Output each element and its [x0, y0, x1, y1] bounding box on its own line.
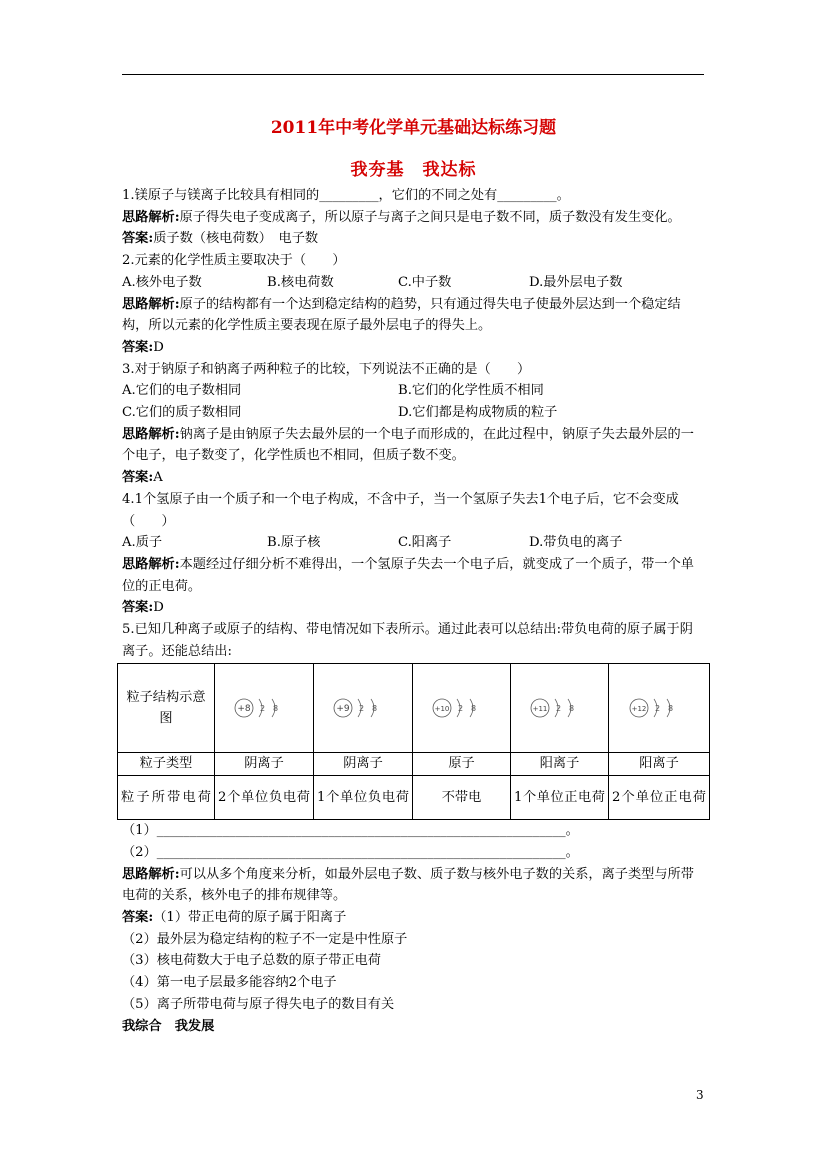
answer-item: （3）核电荷数大于电子总数的原子带正电荷: [122, 953, 381, 969]
table-row: [118, 664, 710, 753]
analysis-label: 思路解析:: [122, 296, 180, 312]
option-c: C.阳离子: [398, 535, 452, 551]
analysis-label: 思路解析:: [122, 426, 180, 442]
answer-label: 答案:: [122, 909, 154, 925]
electron-count: 8: [470, 704, 476, 714]
analysis-1: [122, 207, 704, 229]
electron-count: 8: [568, 704, 574, 714]
particle-type: 原子: [413, 753, 511, 776]
analysis-2: [122, 294, 704, 337]
question-5: 5.已知几种离子或原子的结构、带电情况如下表所示。通过此表可以总结出:带负电荷的原子属于阴离子。还能总结出:: [122, 622, 693, 659]
options-4: [122, 532, 704, 554]
particle-type: 阴离子: [215, 753, 314, 776]
question-3: 3.对于钠原子和钠离子两种粒子的比较，下列说法不正确的是（ ）: [122, 361, 531, 377]
section-heading: 我综合 我发展: [122, 1018, 215, 1034]
table-row-header: 粒子结构示意图: [118, 664, 215, 753]
option-b: B.核电荷数: [267, 274, 334, 290]
table-row-header: 粒子所带电荷: [118, 776, 215, 820]
table-row-header: 粒子类型: [118, 753, 215, 776]
answer-label: 答案:: [122, 231, 154, 247]
analysis-text: 本题经过仔细分析不难得出，一个氢原子失去一个电子后，就变成了一个质子，带一个单位的正电荷。: [122, 556, 694, 594]
question-4: 4.1个氢原子由一个质子和一个电子构成，不含中子，当一个氢原子失去1个电子后，它不会变成（ ）: [122, 491, 679, 529]
electron-count: 8: [273, 704, 279, 714]
question-2: 2.元素的化学性质主要取决于（ ）: [122, 253, 346, 269]
option-a: A.核外电子数: [122, 274, 202, 290]
answer-1: [122, 228, 704, 250]
nucleus-charge: +12: [631, 705, 647, 714]
analysis-text: 原子得失电子变成离子，所以原子与离子之间只是电子数不同，质子数没有发生变化。: [179, 209, 681, 225]
analysis-text: 可以从多个角度来分析，如最外层电子数、质子数与核外电子数的关系，离子类型与所带电荷的关系，核外电子的排布规律等。: [122, 866, 694, 904]
table-row: [118, 753, 710, 776]
particle-table: [117, 663, 710, 820]
nucleus-charge: +10: [434, 705, 449, 714]
analysis-label: 思路解析:: [122, 866, 180, 882]
question-1: 1.镁原子与镁离子比较具有相同的_________，它们的不同之处有_________。: [122, 188, 570, 203]
particle-charge: 不带电: [413, 776, 511, 820]
document-title: 2011年中考化学单元基础达标练习题: [270, 118, 557, 138]
analysis-label: 思路解析:: [122, 556, 180, 572]
blank-line-2: （2）______________________________________________________________。: [122, 844, 579, 860]
answer-text: D: [153, 339, 164, 355]
answer-text: 质子数（核电荷数） 电子数: [153, 231, 319, 247]
answer-4: [122, 597, 704, 619]
structure-diagram: [314, 664, 413, 753]
structure-diagram: [413, 664, 511, 753]
particle-type: 阴离子: [314, 753, 413, 776]
answer-2: [122, 337, 704, 359]
electron-count: 2: [359, 704, 365, 714]
nucleus-charge: +9: [336, 704, 350, 715]
particle-charge: 2个单位正电荷: [609, 776, 710, 820]
particle-charge: 1个单位正电荷: [511, 776, 609, 820]
content: [122, 185, 704, 1037]
electron-count: 2: [555, 704, 561, 714]
option-a: A.它们的电子数相同: [122, 383, 242, 399]
analysis-5: [122, 864, 704, 907]
answer-label: 答案:: [122, 600, 154, 616]
nucleus-charge: +11: [532, 705, 547, 714]
header-rule: [122, 74, 704, 75]
particle-charge: 1个单位负电荷: [314, 776, 413, 820]
analysis-text: 原子的结构都有一个达到稳定结构的趋势，只有通过得失电子使最外层达到一个稳定结构，所以元素的化学性质主要表现在原子最外层电子的得失上。: [122, 296, 681, 334]
particle-type: 阳离子: [511, 753, 609, 776]
answer-item: （5）离子所带电荷与原子得失电子的数目有关: [122, 996, 395, 1012]
option-a: A.质子: [122, 535, 163, 551]
table-row: [118, 776, 710, 820]
answer-text: A: [153, 470, 163, 486]
electron-count: 2: [260, 704, 266, 714]
section-title: 我夯基 我达标: [350, 160, 477, 180]
options-3-row2: [122, 402, 704, 424]
answer-item: （4）第一电子层最多能容纳2个电子: [122, 975, 337, 991]
structure-diagram: [609, 664, 710, 753]
options-3-row1: [122, 380, 704, 402]
option-b: B.它们的化学性质不相同: [398, 383, 544, 399]
electron-count: 2: [457, 704, 463, 714]
blank-line-1: （1）______________________________________________________________。: [122, 823, 579, 839]
answer-label: 答案:: [122, 470, 154, 486]
option-d: D.带负电的离子: [529, 535, 623, 551]
option-c: C.它们的质子数相同: [122, 405, 242, 421]
electron-count: 8: [668, 704, 674, 714]
particle-type: 阳离子: [609, 753, 710, 776]
answer-3: [122, 467, 704, 489]
answer-text: D: [153, 600, 164, 616]
options-2: [122, 272, 704, 294]
electron-count: 8: [372, 704, 378, 714]
nucleus-charge: +8: [237, 704, 251, 715]
option-d: D.它们都是构成物质的粒子: [398, 405, 558, 421]
analysis-text: 钠离子是由钠原子失去最外层的一个电子而形成的，在此过程中，钠原子失去最外层的一个电子，电子数变了，化学性质也不相同，但质子数不变。: [122, 426, 694, 464]
option-d: D.最外层电子数: [529, 274, 623, 290]
analysis-4: [122, 554, 704, 597]
analysis-3: [122, 424, 704, 467]
analysis-label: 思路解析:: [122, 209, 180, 225]
particle-charge: 2个单位负电荷: [215, 776, 314, 820]
answer-5: [122, 907, 704, 929]
electron-count: 2: [655, 704, 661, 714]
option-c: C.中子数: [398, 274, 452, 290]
answer-text: （1）带正电荷的原子属于阳离子: [153, 909, 347, 925]
answer-item: （2）最外层为稳定结构的粒子不一定是中性原子: [122, 931, 408, 947]
answer-label: 答案:: [122, 339, 154, 355]
option-b: B.原子核: [267, 535, 321, 551]
structure-diagram: [511, 664, 609, 753]
structure-diagram: [215, 664, 314, 753]
page-number: 3: [696, 1088, 704, 1102]
